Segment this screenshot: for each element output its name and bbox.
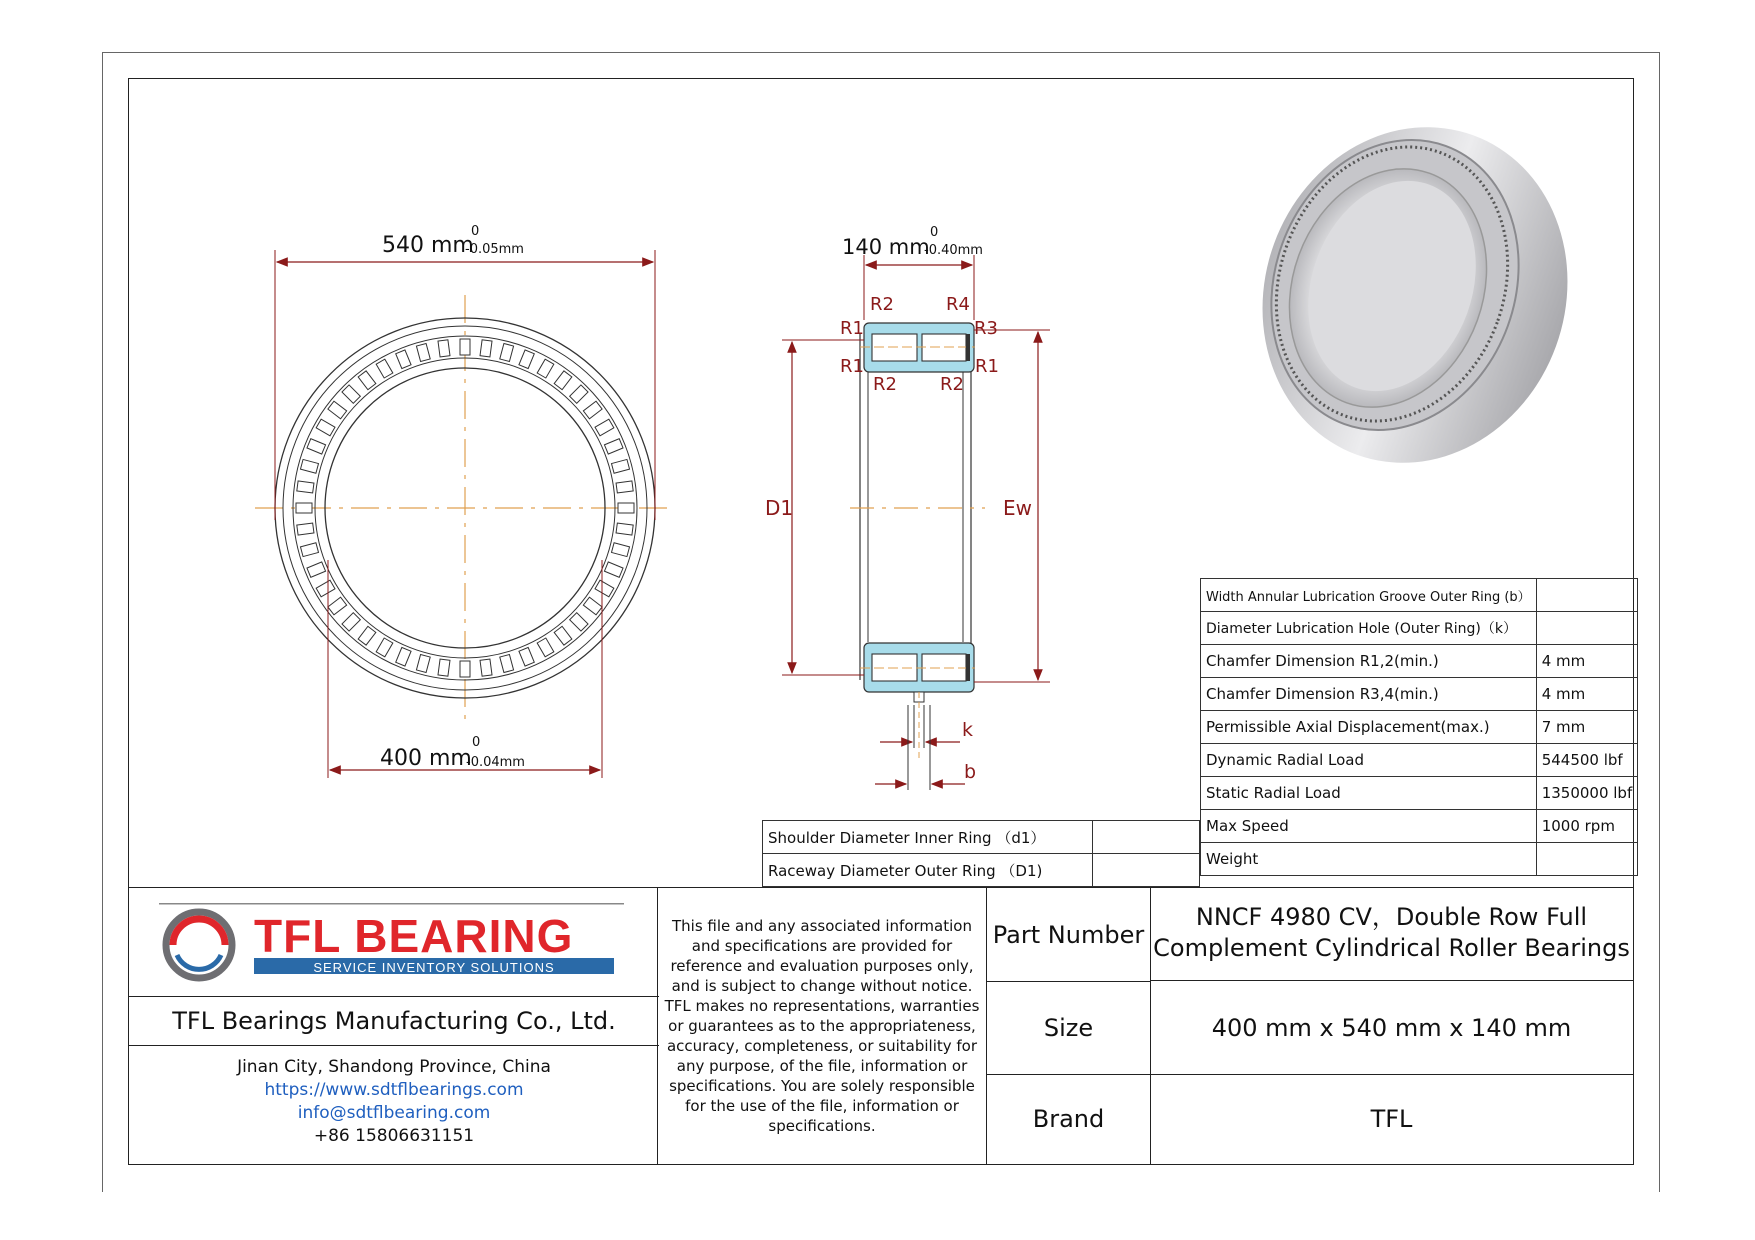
roller	[611, 459, 629, 473]
spec-value: 4 mm	[1536, 678, 1638, 711]
disclaimer: This file and any associated information and specifications are provided for reference and evaluation purposes only, and is subject to change without notice. TFL makes no representations, warranties or guarantees as to the appropriateness, accuracy, completeness, or suitability for any purpose, of the file, information or specifications. You are solely responsible for the use of the file, information or specifications.	[657, 887, 987, 1165]
roller	[328, 597, 347, 615]
company-block	[128, 887, 658, 1165]
r3-label: R3	[974, 318, 998, 339]
r1-mid-right-label: R1	[975, 356, 999, 377]
roller	[358, 626, 376, 645]
company-email-link[interactable]: info@sdtflbearing.com	[297, 1103, 491, 1123]
roller	[618, 503, 634, 513]
spec-value	[1536, 579, 1638, 612]
roller	[396, 647, 411, 666]
outer-diameter-value: 540 mm	[382, 233, 474, 258]
inner-diameter-upper-tol: 0	[472, 735, 481, 750]
roller	[583, 597, 602, 615]
size-label: Size	[987, 981, 1151, 1075]
outer-diameter-upper-tol: 0	[471, 224, 480, 239]
roller	[616, 481, 633, 493]
r1-top-left-label: R1	[840, 318, 864, 339]
spec-table-right	[1200, 578, 1638, 876]
table-row	[1201, 744, 1638, 777]
spec-label: Shoulder Diameter Inner Ring （d1）	[763, 821, 1093, 854]
part-info-block	[986, 887, 1634, 1165]
width-upper-tol: 0	[930, 225, 939, 240]
roller	[616, 523, 633, 535]
part-number-line-2: Complement Cylindrical Roller Bearings	[1153, 934, 1630, 962]
roller	[480, 340, 492, 357]
table-row	[763, 821, 1200, 854]
roller	[554, 626, 572, 645]
roller	[519, 350, 534, 369]
section-top-snap-ring	[966, 334, 970, 361]
spec-label: Chamfer Dimension R3,4(min.)	[1201, 678, 1537, 711]
roller	[307, 439, 326, 454]
spec-label: Diameter Lubrication Hole (Outer Ring)（k）	[1201, 612, 1537, 645]
roller	[604, 562, 623, 577]
roller	[297, 481, 314, 493]
company-website-link[interactable]: https://www.sdtflbearings.com	[264, 1080, 524, 1100]
r2-bottom-left-label: R2	[873, 374, 897, 395]
spec-value	[1536, 612, 1638, 645]
roller	[554, 371, 572, 390]
roller	[296, 503, 312, 513]
table-row	[1201, 579, 1638, 612]
roller	[316, 419, 335, 436]
b-label: b	[964, 761, 977, 783]
roller	[396, 350, 411, 369]
roller	[519, 647, 534, 666]
size-value: 400 mm x 540 mm x 140 mm	[1150, 981, 1633, 1075]
roller	[376, 638, 393, 657]
spec-value	[1093, 854, 1200, 887]
spec-label: Static Radial Load	[1201, 777, 1537, 810]
table-row	[1201, 810, 1638, 843]
spec-value: 1350000 lbf	[1536, 777, 1638, 810]
inner-diameter-lower-tol: -0.04mm	[466, 755, 525, 770]
bearing-3d-render	[1216, 84, 1614, 506]
roller	[537, 359, 554, 378]
front-view	[255, 295, 675, 720]
spec-label: Max Speed	[1201, 810, 1537, 843]
front-center-lines	[255, 295, 675, 720]
company-phone: +86 15806631151	[313, 1126, 475, 1146]
company-address: Jinan City, Shandong Province, China	[237, 1057, 551, 1077]
part-number-line-1: NNCF 4980 CV，Double Row Full	[1195, 903, 1588, 931]
roller	[358, 371, 376, 390]
company-name: TFL Bearings Manufacturing Co., Ltd.	[129, 996, 659, 1046]
roller	[570, 613, 588, 631]
roller	[307, 562, 326, 577]
spec-label: Dynamic Radial Load	[1201, 744, 1537, 777]
spec-label: Weight	[1201, 843, 1537, 876]
roller	[416, 343, 430, 361]
r2-top-label: R2	[870, 294, 894, 315]
spec-value	[1536, 843, 1638, 876]
spec-label: Raceway Diameter Outer Ring （D1)	[763, 854, 1093, 887]
roller	[460, 339, 470, 355]
spec-value: 544500 lbf	[1536, 744, 1638, 777]
part-number-label: Part Number	[987, 888, 1151, 982]
roller	[611, 543, 629, 557]
r2-bottom-right-label: R2	[940, 374, 964, 395]
outer-diameter-lower-tol: -0.05mm	[465, 242, 524, 257]
spec-value: 1000 rpm	[1536, 810, 1638, 843]
roller	[376, 359, 393, 378]
table-row	[763, 854, 1200, 887]
table-row	[1201, 645, 1638, 678]
table-row	[1201, 711, 1638, 744]
inner-diameter-value: 400 mm	[380, 746, 472, 771]
roller	[438, 659, 450, 676]
roller	[300, 543, 318, 557]
roller	[604, 439, 623, 454]
brand-value: TFL	[1370, 1105, 1413, 1133]
roller	[595, 419, 614, 436]
spec-value	[1093, 821, 1200, 854]
roller	[438, 340, 450, 357]
spec-label: Permissible Axial Displacement(max.)	[1201, 711, 1537, 744]
roller	[595, 580, 614, 597]
k-label: k	[962, 719, 974, 741]
roller	[328, 401, 347, 419]
roller	[570, 385, 588, 403]
ew-label: Ew	[1003, 496, 1032, 520]
spec-value: 4 mm	[1536, 645, 1638, 678]
roller	[460, 661, 470, 677]
roller	[316, 580, 335, 597]
table-row	[1201, 678, 1638, 711]
company-logo	[159, 903, 629, 983]
table-row	[1201, 843, 1638, 876]
section-view	[850, 323, 985, 760]
spec-label: Chamfer Dimension R1,2(min.)	[1201, 645, 1537, 678]
table-row	[1201, 612, 1638, 645]
d1-label: D1	[765, 496, 794, 520]
roller	[342, 385, 360, 403]
spec-table-left	[762, 820, 1200, 887]
width-lower-tol: -0.40mm	[924, 243, 983, 258]
logo-subtitle: SERVICE INVENTORY SOLUTIONS	[313, 960, 555, 975]
r4-label: R4	[946, 294, 970, 315]
spec-label: Width Annular Lubrication Groove Outer Ring (b）	[1201, 579, 1537, 612]
spec-value: 7 mm	[1536, 711, 1638, 744]
roller	[583, 401, 602, 419]
logo-text: TFL BEARING	[254, 910, 574, 962]
roller	[300, 459, 318, 473]
width-value: 140 mm	[842, 235, 930, 259]
roller	[500, 654, 514, 672]
roller	[416, 654, 430, 672]
roller	[342, 613, 360, 631]
roller	[480, 659, 492, 676]
roller	[500, 343, 514, 361]
roller	[297, 523, 314, 535]
roller	[537, 638, 554, 657]
table-row	[1201, 777, 1638, 810]
r1-mid-left-label: R1	[840, 356, 864, 377]
brand-label: Brand	[987, 1074, 1151, 1164]
